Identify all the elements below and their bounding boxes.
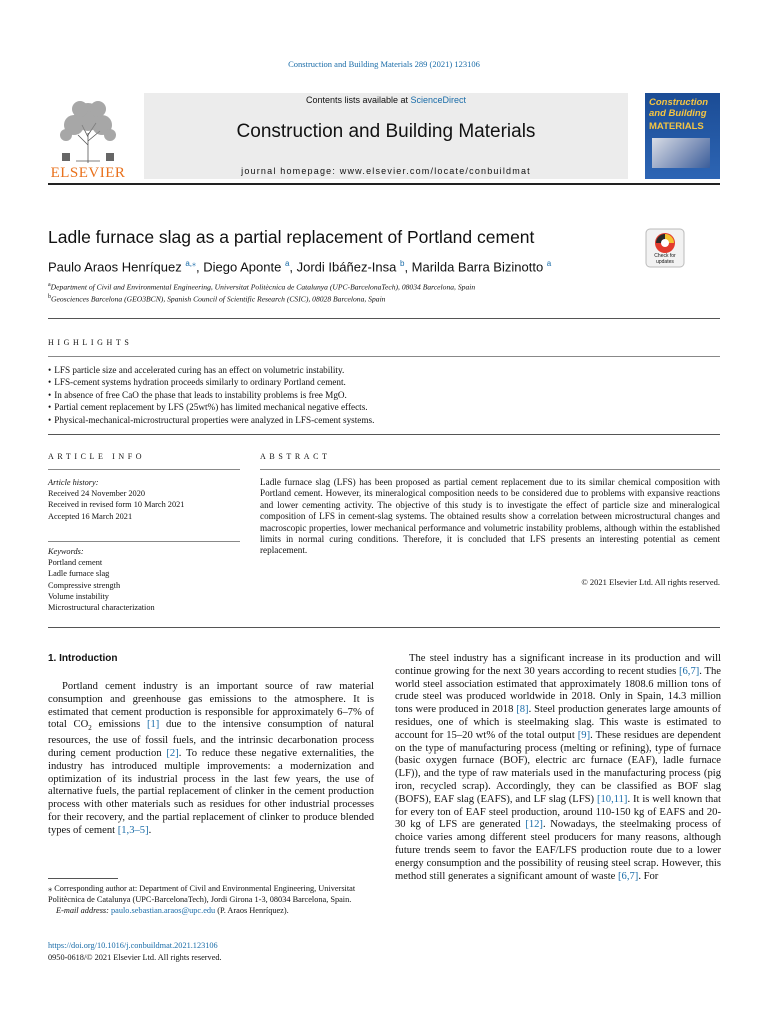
abstract-text: Ladle furnace slag (LFS) has been proposed as partial cement replacement due to its similar chemical composition with Portland cement. However, its mineralogical composition needs to be considered due to problems with expansive reactions and lower cementing activity. The objective of this study is to investigate the effect of particle size and mineralogical composition of LFS in cement-slag systems. The obtained results show a correlation between microstructural changes and macroscopic properties, lower mechanical performance and volumetric instability problems, although within the established limits in normal curing conditions. Therefore, it is concluded that LFS presents an interesting potential as cement replacement.: [260, 477, 720, 556]
citation-link[interactable]: [2]: [166, 748, 179, 760]
keywords: [48, 546, 240, 613]
cover-title: Construction and Building: [649, 97, 709, 119]
email-link[interactable]: paulo.sebastian.araos@upc.edu: [111, 906, 216, 916]
affiliation-text: Department of Civil and Environmental Engineering, Universitat Politècnica de Catalunya (UPC-BarcelonaTech), 08034 Barcelona, Spain: [50, 282, 476, 292]
text-run: . These residues are dependent on the type of manufacturing process (melting or refining), type of furnace (basic oxygen furnace (BOF), electric arc furnace (EAF), ladle furnace (LF)), and the type of raw materials used in the manufacturing process (pig iron, recycled scrap). Accordingly, they can be classified as BOF slag (BOFS), EAF slag (EAFS), and LF slag (LFS): [395, 729, 721, 805]
contents-prefix: Contents lists available at: [305, 95, 411, 105]
author-name[interactable]: Jordi Ibáñez-Insa: [296, 259, 397, 275]
keyword: Microstructural characterization: [48, 603, 155, 613]
email-label: E-mail address:: [56, 906, 111, 916]
author-list: Paulo Araos Henríquez $^{a,⁎}$, Diego Aponte $^a$, Jordi Ibáñez-Insa $^b$, Marilda Barra Bizinotto $^a$: [48, 259, 552, 275]
highlight-item: • LFS particle size and accelerated curing has an effect on volumetric instability.: [48, 364, 720, 376]
email-suffix: (P. Araos Henríquez).: [215, 906, 289, 916]
journal-title: Construction and Building Materials: [236, 121, 536, 142]
keyword: Ladle furnace slag: [48, 569, 110, 579]
text-run: Portland cement industry is an important source of raw material consumption and greenhouse gas emissions to the atmosphere. It is estimated that cement production is responsible for approximately 6–7% of total CO: [48, 681, 374, 731]
author-name[interactable]: Marilda Barra Bizinotto: [411, 259, 544, 275]
affiliation: [48, 282, 475, 292]
citation-link[interactable]: [6,7]: [678, 665, 700, 677]
author-name[interactable]: Paulo Araos Henríquez: [48, 259, 182, 275]
article-history: [48, 477, 240, 522]
text-run: . The world steel association estimated that approximately 1808.6 million tons of crude steel was produced worldwide in 2018. Only in Spain, 14.3 million tons were produced in 2018: [395, 665, 721, 716]
highlights-heading: HIGHLIGHTS: [48, 338, 133, 347]
section-divider: [48, 541, 240, 542]
article-info-heading: ARTICLE INFO: [48, 452, 146, 461]
section-divider: [48, 469, 240, 470]
keyword: Compressive strength: [48, 580, 121, 590]
subscript: 2: [88, 724, 92, 733]
introduction-heading: 1. Introduction: [48, 653, 118, 664]
affiliation-mark: a: [48, 282, 51, 288]
text-run: . For: [638, 870, 659, 882]
text-run: . To reduce these negative externalities, the industry has introduced multiple improvements: a modernization and optimization of its industrial process in the last few years, the use of alternative fuels, the partial replacement of clinker in the cement production process with other materials such as residues for other industrial processes for their recovery, and the partial replacement of clinker to produce blended types of cement: [48, 748, 374, 836]
highlights-list: [48, 364, 720, 426]
text-run: due to the intensive consumption of natural resources, the use of fossil fuels, and the intrinsic decarbonation process during cement production: [48, 719, 375, 760]
elsevier-wordmark: ELSEVIER: [50, 165, 126, 181]
author-affiliation-mark[interactable]: a: [284, 259, 290, 268]
check-updates-label: Check for updates: [654, 253, 676, 265]
text-run: . Steel production generates large amounts of residues, one of which is steelmaking slag. This waste is estimated to account for 15–20 wt% of the total output: [395, 704, 721, 741]
body-column-right: [395, 653, 721, 883]
abstract-heading: ABSTRACT: [260, 452, 331, 461]
section-divider: [260, 469, 720, 470]
affiliation: [48, 294, 385, 304]
text-run: . It is well known that for every ton of EAF steel production, around 110-150 kg of EAFS and 20-30 kg of LFS are generated: [395, 793, 721, 831]
author-name[interactable]: Diego Aponte: [203, 259, 282, 275]
citation-link[interactable]: [1,3–5]: [117, 824, 149, 836]
affiliation-text: Geosciences Barcelona (GEO3BCN), Spanish Council of Scientific Research (CSIC), 08028 Barcelona, Spain: [51, 294, 386, 304]
citation-link[interactable]: [8]: [516, 704, 529, 716]
history-label: Article history:: [48, 478, 99, 487]
history-entry: Accepted 16 March 2021: [48, 511, 133, 521]
text-run: The steel industry has a significant increase in its production and will continue growing for the next 30 years according to recent studies: [395, 653, 721, 677]
keyword: Volume instability: [48, 591, 109, 601]
text-run: . Nowadays, the steelmaking process of choice varies among different steel producers for many reasons, although future trends seem to favor the EAF/LFS production route due to a lower energy consumption and the possibility of reusing steel scrap. However, this method still generates a significant amount of waste: [395, 819, 721, 882]
issn-line: 0950-0618/© 2021 Elsevier Ltd. All rights reserved.: [48, 953, 222, 962]
contents-line: [144, 95, 628, 105]
footnote-divider: [48, 878, 118, 879]
section-divider: [48, 627, 720, 628]
highlight-item: • Physical-mechanical-microstructural properties were analyzed in LFS-cement systems.: [48, 414, 720, 426]
check-for-updates-badge[interactable]: [645, 228, 685, 268]
header-divider: [48, 183, 720, 185]
cover-subtitle: MATERIALS: [649, 121, 704, 132]
intro-paragraph: [48, 681, 374, 838]
intro-paragraph: [395, 653, 721, 883]
highlight-item: • LFS-cement systems hydration proceeds similarly to ordinary Portland cement.: [48, 376, 720, 388]
text-run: .: [148, 824, 152, 836]
section-divider: [48, 318, 720, 319]
citation-link[interactable]: [12]: [525, 819, 543, 831]
corresponding-author-note: ⁎ Corresponding author at: Department of Civil and Environmental Engineering, Universitat Politècnica de Catalunya (UPC-BarcelonaTech), Jordi Girona 1-3, 08034 Barcelona, Spain.: [48, 884, 356, 905]
doi-link[interactable]: https://doi.org/10.1016/j.conbuildmat.2021.123106: [48, 941, 218, 950]
section-divider: [48, 434, 720, 435]
highlight-item: • Partial cement replacement by LFS (25wt%) has limited mechanical negative effects.: [48, 401, 720, 413]
article-title: Ladle furnace slag as a partial replacement of Portland cement: [48, 227, 535, 247]
keyword: Portland cement: [48, 558, 103, 568]
citation-link[interactable]: [9]: [577, 729, 591, 741]
email-line: [48, 905, 374, 916]
abstract-copyright: © 2021 Elsevier Ltd. All rights reserved.: [581, 577, 720, 587]
keywords-label: Keywords:: [48, 547, 84, 556]
journal-homepage[interactable]: journal homepage: www.elsevier.com/locate/conbuildmat: [241, 166, 531, 176]
highlight-item: • In absence of free CaO the phase that leads to instability problems is free MgO.: [48, 389, 720, 401]
citation-link[interactable]: [10,11]: [596, 793, 628, 805]
affiliation-mark: b: [48, 294, 51, 300]
history-entry: Received 24 November 2020: [48, 489, 145, 499]
sciencedirect-link[interactable]: ScienceDirect: [410, 95, 467, 105]
journal-reference-link[interactable]: Construction and Building Materials 289 (2021) 123106: [288, 59, 480, 69]
author-affiliation-mark[interactable]: a,⁎: [185, 259, 196, 268]
text-run: emissions: [91, 719, 147, 731]
section-divider: [48, 356, 720, 357]
body-column-left: [48, 681, 374, 838]
cover-image: [652, 138, 710, 168]
corresponding-author-footnote: [48, 883, 374, 917]
citation-link[interactable]: [1]: [146, 719, 160, 731]
author-affiliation-mark[interactable]: b: [399, 259, 405, 268]
author-affiliation-mark[interactable]: a: [546, 259, 552, 268]
citation-link[interactable]: [6,7]: [618, 870, 639, 882]
history-entry: Received in revised form 10 March 2021: [48, 500, 185, 510]
